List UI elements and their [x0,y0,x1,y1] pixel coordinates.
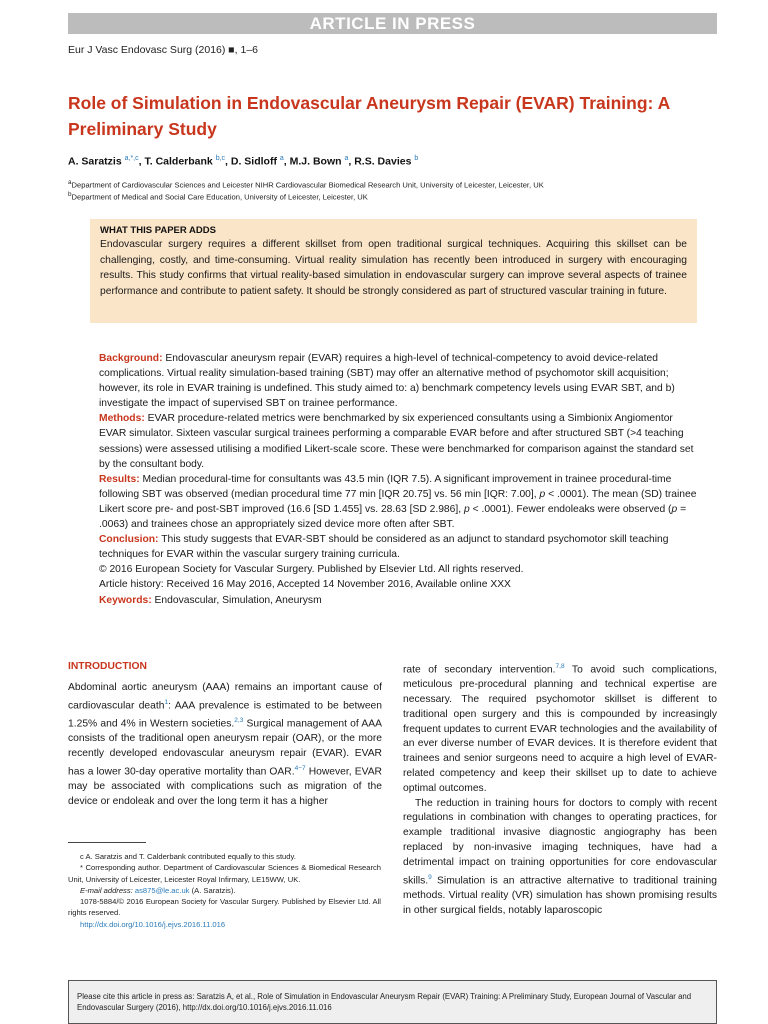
footnote-divider [68,842,146,843]
footnotes [68,851,381,930]
footnote-email: E-mail address: as875@le.ac.uk (A. Saratzis). [80,885,236,895]
author-name: R.S. Davies [354,155,412,168]
author-name: D. Sidloff [230,155,277,168]
author-affiliation-mark[interactable]: a [279,155,284,162]
abstract-keywords: Keywords: Endovascular, Simulation, Aneurysm [99,594,322,606]
citation-notice-box: Please cite this article in press as: Saratzis A, et al., Role of Simulation in Endovascular Aneurysm Repair (EVAR) Training: A Preliminary Study, European Journal of Vascular and Endovascular Surgery (2016), http://dx.doi.org/10.1016/j.ejvs.2016.11.016 [68,980,717,1024]
article-in-press-banner: ARTICLE IN PRESS [68,13,717,34]
footnote-equal-contribution: c A. Saratzis and T. Calderbank contributed equally to this study. [80,852,296,861]
box-heading: WHAT THIS PAPER ADDS [100,225,216,236]
body-column-right [403,660,717,918]
author-affiliation-mark[interactable]: a [344,155,349,162]
author-affiliation-mark[interactable]: a,*,c [124,155,139,162]
abstract-results: Results: Median procedural-time for consultants was 43.5 min (IQR 7.5). A significant improvement in trainee procedural-time following SBT was observed (median procedural time 77 min [IQR 20.75] vs. 56 min [IQR: 7.00], p < .0001). The mean (SD) trainee Likert score pre- and post-SBT improved (16.6 [SD 1.455] vs. 28.63 [SD 2.986], p < .0001). Fewer endoleaks were observed (p = .0063) and trainees chose an appropriately sized device more often after SBT. [99,473,697,531]
author-affiliation-mark[interactable]: b [414,155,419,162]
email-link[interactable]: as875@le.ac.uk [134,885,190,895]
abstract-conclusion: Conclusion: This study suggests that EVAR-SBT should be considered as an adjunct to standard psychomotor skill teaching techniques for EVAR within the vascular surgery training curricula. [99,534,669,561]
abstract-copyright: © 2016 European Society for Vascular Surgery. Published by Elsevier Ltd. All rights reserved. [99,564,524,576]
intro-paragraph-1-cont: rate of secondary intervention.$^{7,8}$ To avoid such complications, meticulous pre-procedural planning and technical expertise are necessary. The required psychomotor skillset is different to traditional open surgery and this is compounded by increasingly frequent updates to current EVAR technologies and the availability of an ever diverse number of EVAR devices. It is therefore evident that trainees and senior surgeons need to acquire a high level of EVAR-related competency and keep their skillset up to date to achieve optimal outcomes. [403,663,717,794]
affiliation-a: $^a$Department of Cardiovascular Sciences and Leicester NIHR Cardiovascular Biomedical Research Unit, University of Leicester, Leicester, UK [68,179,544,190]
abstract-history: Article history: Received 16 May 2016, Accepted 14 November 2016, Available online XXX [99,579,511,591]
citation-ref[interactable]: 2,3 [234,716,244,724]
body-column-left [68,660,382,809]
footnote-corresponding: * Corresponding author. Department of Cardiovascular Sciences & Biomedical Research Unit, University of Leicester, Leicester Royal Infirmary, LE15WW, UK. [68,863,381,884]
citation-ref[interactable]: 4−7 [294,764,306,772]
paper-title: Role of Simulation in Endovascular Aneurysm Repair (EVAR) Training: A Preliminary Study [68,93,670,139]
journal-reference: Eur J Vasc Endovasc Surg (2016) ■, 1–6 [68,44,258,56]
abstract [99,351,699,608]
author-name: A. Saratzis [68,155,122,168]
box-text: Endovascular surgery requires a different skillset from open traditional surgical techniques. Acquiring this skillset can be challenging, costly, and time-consuming. Virtual reality simulation has recently been introduced in surgery with encouraging results. This study confirms that virtual reality-based simulation in endovascular surgery can improve several aspects of trainee performance and contribute to patient safety. It should be strongly considered as part of structured vascular training in future. [100,239,687,297]
intro-paragraph-2: The reduction in training hours for doctors to comply with recent regulations in combination with changes to operating practices, for example traditional invasive diagnostic angiography has been replaced by non-invasive imaging techniques, have had a detrimental impact on training opportunities for core endovascular skills.$^9$ Simulation is an attractive alternative to traditional training methods. Virtual reality (VR) simulation has shown promising results in other surgical fields, notably laparoscopic [403,797,717,916]
section-heading-introduction: INTRODUCTION [68,661,147,672]
doi-link[interactable]: http://dx.doi.org/10.1016/j.ejvs.2016.11.016 [80,919,226,929]
citation-ref[interactable]: 7,8 [555,663,565,670]
abstract-methods: Methods: EVAR procedure-related metrics were benchmarked by six experienced consultants using a Simbionix Angiomentor EVAR simulator. Sixteen vascular surgical trainees performing a comparable EVAR before and after structured SBT (>4 teaching sessions) were assessed utilising a modified Likert-scale score. These were benchmarked for comparison against the standard set by the consultant body. [99,413,694,470]
author-affiliation-mark[interactable]: b,c [215,155,226,162]
citation-ref[interactable]: 1 [164,698,169,706]
author-name: M.J. Bown [289,155,342,168]
author-name: T. Calderbank [144,155,213,168]
abstract-background: Background: Endovascular aneurysm repair (EVAR) requires a high-level of technical-competency to avoid device-related complications. Virtual reality simulation-based training (SBT) may offer an alternative method of psychomotor skill acquisition; however, its role in EVAR training is undefined. This study aimed to: a) benchmark competency levels using EVAR SBT, and b) investigate the impact of supervised SBT on trainee performance. [99,353,675,410]
citation-ref[interactable]: 9 [428,873,432,881]
author-list: A. Saratzis $^{a,*,c}$, T. Calderbank $^{b,c}$, D. Sidloff $^a$, M.J. Bown $^a$, R.S. Davies $^b$ [68,155,419,168]
intro-paragraph-1: Abdominal aortic aneurysm (AAA) remains an important cause of cardiovascular death$^1$: AAA prevalence is estimated to be between 1.25% and 4% in Western societies.$^{2,3}$ Surgical management of AAA consists of the traditional open aneurysm repair (OAR), or the more recently developed endovascular aneurysm repair (EVAR). EVAR has a lower 30-day operative mortality than OAR.$^{4-7}$ However, EVAR may be associated with complications such as migration of the device or endoleak and over the long term it has a higher [68,681,383,807]
what-this-paper-adds-box [90,219,697,323]
affiliation-b: $^b$Department of Medical and Social Care Education, University of Leicester, Leicester, UK [68,191,368,202]
footnote-issn: 1078-5884/© 2016 European Society for Vascular Surgery. Published by Elsevier Ltd. All rights reserved. [68,897,381,918]
